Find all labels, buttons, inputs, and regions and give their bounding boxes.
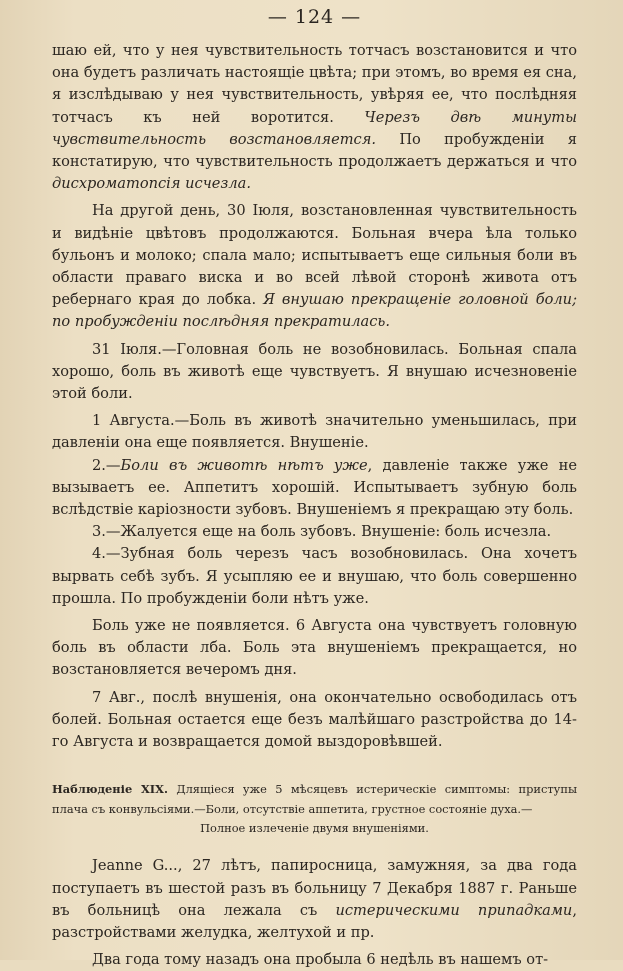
page-number: — 124 — <box>267 6 362 28</box>
paragraph: 1 Августа.—Боль въ животѣ значительно уменьшилась, при давленіи она еще появляется. Внушеніе. <box>52 412 577 452</box>
text-span: По пробужденіи я констатирую, что чувствительность продолжаетъ держаться и что <box>52 130 577 171</box>
paragraph <box>52 855 577 944</box>
observation-label: Наблюденіе XIX. <box>52 782 168 797</box>
paragraph: 31 Іюля.—Головная боль не возобновилась. Больная спала хорошо, боль въ животѣ еще чувствуетъ. Я внушаю исчезновеніе этой боли. <box>52 340 577 403</box>
paragraph: Два года тому назадъ она пробыла 6 недѣль въ нашемъ от- <box>92 951 549 969</box>
paragraph <box>52 40 577 195</box>
observation-outcome: Полное излеченіе двумя внушеніями. <box>200 821 429 836</box>
paragraph: Боль уже не появляется. 6 Августа она чувствуетъ головную боль въ области лба. Боль эта внушеніемъ прекращается, но возстановляется вечеромъ дня. <box>52 617 577 679</box>
text-span: , давленіе также уже не вызываетъ ее. Аппетитъ хорошій. Испытываетъ зубную боль вслѣдствіе каріозности зубовъ. Внушеніемъ я прекращаю эту боль. <box>52 456 577 519</box>
text-span: 2.— <box>92 456 121 474</box>
paragraph <box>52 455 577 522</box>
observation-text: Длящіеся уже 5 мѣсяцевъ истерическіе симптомы: приступы плача съ конвульсіями.—Боли, отсутствіе аппетита, грустное состояніе духа.— <box>52 782 578 817</box>
text-span: Jeanne G..., 27 лѣтъ, папиросница, замужняя, за два года поступаетъ въ шестой разъ въ больницу 7 Декабря 1887 г. Раньше въ больницѣ она лежала съ <box>52 857 577 919</box>
paragraph: 3.—Жалуется еще на боль зубовъ. Внушеніе: боль исчезла. <box>92 523 552 541</box>
paragraph: 4.—Зубная боль черезъ часъ возобновилась. Она хочетъ вырвать себѣ зубъ. Я усыпляю ее и внушаю, что боль совершенно прошла. По пробужденіи боли нѣтъ уже. <box>52 545 577 607</box>
italic-span: истерическими припадками <box>335 901 573 919</box>
text-span: На другой день, 30 Іюля, возстановленная чувствительность и видѣніе цвѣтовъ продолжаются. Больная вчера ѣла только бульонъ и молоко; спала мало; испытываетъ еще сильныя боли въ области праваго виска и во всей лѣвой сторонѣ живота отъ ребернаго края до лобка. <box>52 202 577 309</box>
italic-span: дисхроматопсія исчезла. <box>52 175 252 193</box>
text-span: шаю ей, что у нея чувствительность тотчасъ возстановится и что она будетъ различать настоящіе цвѣта; при этомъ, во время ея сна, я изслѣдываю у нея чувствительность, увѣряя ее, что послѣдняя тотчасъ къ ней воротится. <box>52 42 577 126</box>
paragraph <box>52 200 577 333</box>
italic-span: Черезъ двѣ минуты чувствительность возстановляется. <box>52 108 577 148</box>
observation-heading <box>52 779 577 819</box>
italic-span: Я внушаю прекращеніе головной боли; по пробужденіи послѣдняя прекратилась. <box>52 291 577 331</box>
text-span: , разстройствами желудка, желтухой и пр. <box>52 901 577 941</box>
italic-span: Боли въ животѣ нѣтъ уже <box>120 456 368 474</box>
paragraph: 7 Авг., послѣ внушенія, она окончательно освободилась отъ болей. Больная остается еще безъ малѣйшаго разстройства до 14-го Августа и возвращается домой выздоровѣвшей. <box>52 688 577 751</box>
